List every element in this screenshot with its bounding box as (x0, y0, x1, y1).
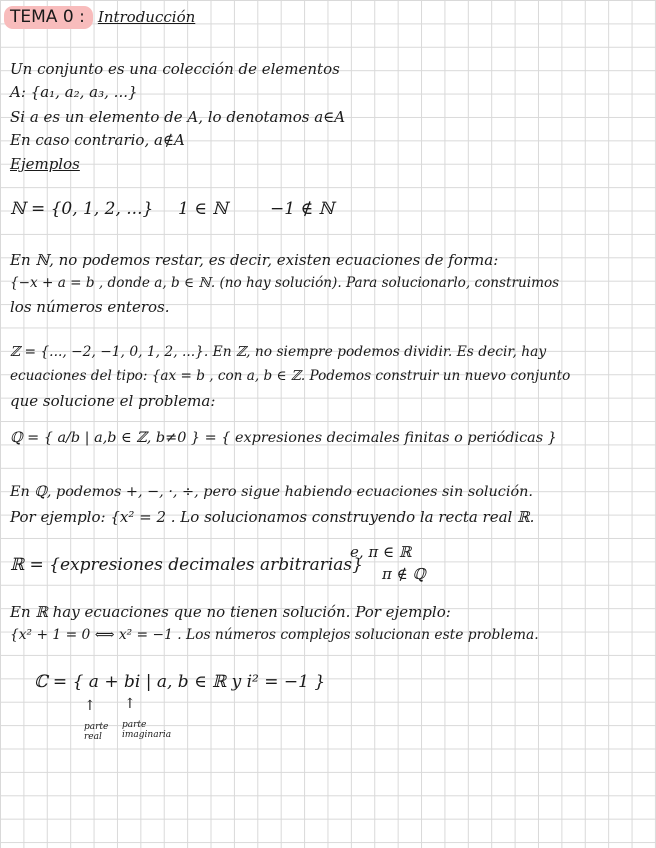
title-highlight (4, 6, 93, 29)
line-rationals: ℚ = { a/b | a,b ∈ ℤ, b≠0 } = { expresiones decimales finitas o periódicas } (10, 430, 557, 446)
up-arrow-icon: ↑ (84, 698, 96, 714)
heading-examples: Ejemplos (10, 155, 80, 173)
line-naturals: ℕ = {0, 1, 2, ...} (10, 199, 154, 219)
line-equation-integers: ecuaciones del tipo: {ax = b , con a, b ∈ ℤ. Podemos construir un nuevo conjunto (10, 368, 571, 384)
line-one-in-n: 1 ∈ ℕ (178, 199, 228, 219)
line-example-x-squared: Por ejemplo: {x² = 2 . Lo solucionamos construyendo la recta real ℝ. (10, 508, 535, 526)
line-rationals-operations: En ℚ, podemos +, −, ·, ÷, pero sigue habiendo ecuaciones sin solución. (10, 484, 533, 500)
line-integers-intro: los números enteros. (10, 298, 170, 316)
title-subtitle: Introducción (97, 8, 196, 26)
line-problem: que solucione el problema: (10, 392, 216, 410)
line-complex: ℂ = { a + bi | a, b ∈ ℝ y i² = −1 } (34, 672, 326, 692)
title-label: TEMA 0 (10, 7, 74, 27)
line-minus-one-not-in-n: −1 ∉ ℕ (270, 199, 334, 219)
line-definition: Un conjunto es una colección de elementos (10, 60, 340, 78)
line-integers: ℤ = {..., −2, −1, 0, 1, 2, ...}. En ℤ, no siempre podemos dividir. Es decir, hay (10, 344, 547, 360)
line-reals-no-solution: En ℝ hay ecuaciones que no tienen solución. Por ejemplo: (10, 603, 451, 621)
note-imaginary-part: parte imaginaria (122, 720, 172, 740)
title-separator: : (79, 7, 85, 27)
line-reals: ℝ = {expresiones decimales arbitrarias} (10, 555, 363, 575)
line-nonmembership: En caso contrario, a∉A (10, 131, 185, 149)
line-pi-not-in-q: π ∉ ℚ (382, 565, 426, 583)
line-equation-naturals: {−x + a = b , donde a, b ∈ ℕ. (no hay solución). Para solucionarlo, construimos (10, 275, 560, 291)
line-set-a: A: {a₁, a₂, a₃, ...} (10, 83, 138, 101)
note-real-part: parte real (84, 722, 109, 742)
up-arrow-icon: ↑ (124, 696, 136, 712)
line-naturals-subtraction: En ℕ, no podemos restar, es decir, existen ecuaciones de forma: (10, 251, 499, 269)
line-e-pi-in-r: e, π ∈ ℝ (350, 543, 412, 561)
page-title (4, 6, 195, 29)
line-membership: Si a es un elemento de A, lo denotamos a∈A (10, 108, 346, 126)
line-complex-solution: {x² + 1 = 0 ⟺ x² = −1 . Los números complejos solucionan este problema. (10, 627, 539, 643)
